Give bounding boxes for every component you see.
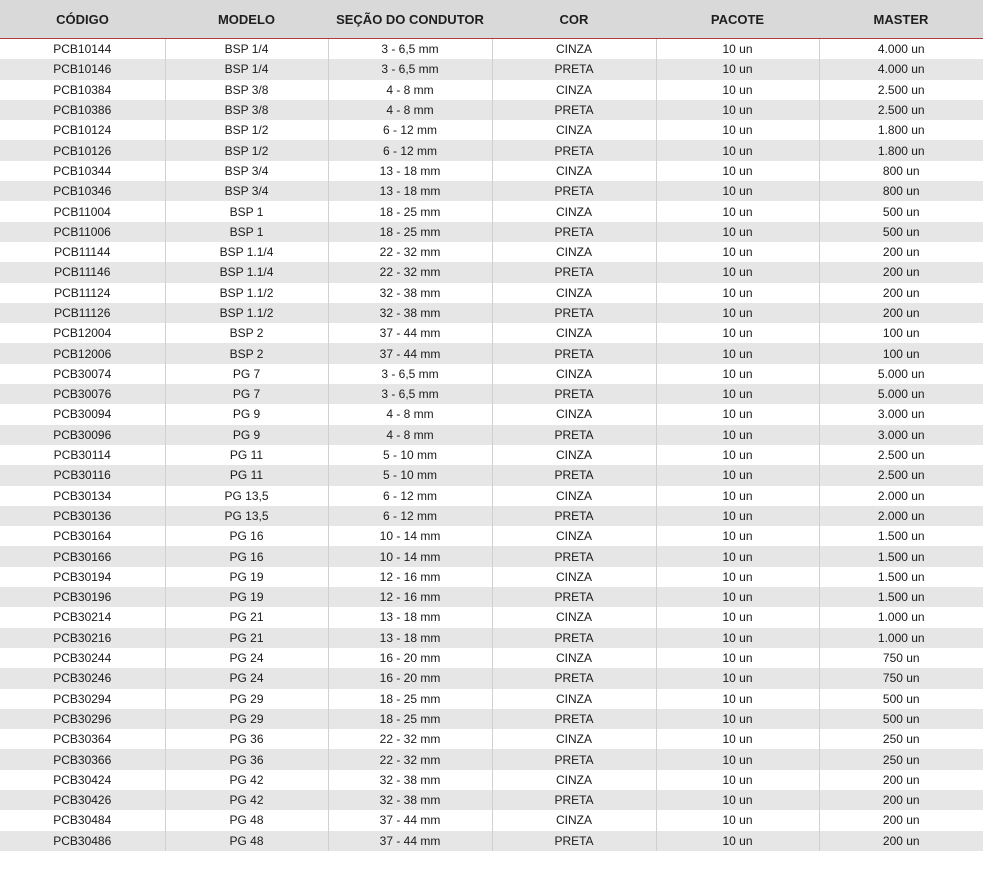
cor-cell: PRETA [492,343,656,363]
codigo-cell: PCB30196 [0,587,165,607]
codigo-cell: PCB30096 [0,425,165,445]
table-row [0,749,983,769]
secao-cell: 18 - 25 mm [328,222,492,242]
modelo-cell: PG 16 [165,546,328,566]
table-row [0,39,983,60]
master-cell: 500 un [819,689,983,709]
table-row [0,262,983,282]
modelo-cell: PG 7 [165,384,328,404]
codigo-cell: PCB30214 [0,607,165,627]
modelo-cell: PG 24 [165,668,328,688]
cor-cell: CINZA [492,161,656,181]
secao-cell: 13 - 18 mm [328,181,492,201]
secao-cell: 3 - 6,5 mm [328,59,492,79]
pacote-cell: 10 un [656,100,819,120]
master-cell: 100 un [819,323,983,343]
table-row [0,526,983,546]
pacote-cell: 10 un [656,425,819,445]
master-cell: 200 un [819,770,983,790]
codigo-cell: PCB11144 [0,242,165,262]
codigo-cell: PCB30426 [0,790,165,810]
master-cell: 2.000 un [819,486,983,506]
pacote-cell: 10 un [656,120,819,140]
table-row [0,628,983,648]
modelo-cell: BSP 1/4 [165,59,328,79]
codigo-cell: PCB30424 [0,770,165,790]
codigo-cell: PCB10124 [0,120,165,140]
master-cell: 1.000 un [819,628,983,648]
codigo-cell: PCB30116 [0,465,165,485]
secao-cell: 32 - 38 mm [328,770,492,790]
modelo-cell: PG 24 [165,648,328,668]
secao-cell: 22 - 32 mm [328,749,492,769]
secao-cell: 13 - 18 mm [328,607,492,627]
pacote-cell: 10 un [656,181,819,201]
table-row [0,343,983,363]
codigo-cell: PCB11124 [0,283,165,303]
codigo-cell: PCB30164 [0,526,165,546]
master-cell: 200 un [819,262,983,282]
table-row [0,384,983,404]
modelo-cell: PG 13,5 [165,506,328,526]
pacote-cell: 10 un [656,39,819,60]
modelo-cell: PG 11 [165,465,328,485]
modelo-cell: BSP 3/4 [165,161,328,181]
modelo-cell: BSP 1.1/4 [165,262,328,282]
modelo-cell: PG 21 [165,607,328,627]
pacote-cell: 10 un [656,343,819,363]
cor-cell: PRETA [492,587,656,607]
cor-cell: PRETA [492,303,656,323]
table-row [0,668,983,688]
table-row [0,120,983,140]
master-cell: 5.000 un [819,384,983,404]
secao-cell: 37 - 44 mm [328,323,492,343]
secao-cell: 16 - 20 mm [328,668,492,688]
modelo-cell: PG 16 [165,526,328,546]
secao-cell: 3 - 6,5 mm [328,39,492,60]
master-cell: 250 un [819,749,983,769]
pacote-cell: 10 un [656,262,819,282]
modelo-cell: PG 42 [165,770,328,790]
table-row [0,689,983,709]
secao-cell: 3 - 6,5 mm [328,364,492,384]
cor-cell: CINZA [492,445,656,465]
codigo-cell: PCB12004 [0,323,165,343]
cor-cell: PRETA [492,465,656,485]
secao-cell: 6 - 12 mm [328,486,492,506]
pacote-cell: 10 un [656,364,819,384]
cor-cell: CINZA [492,607,656,627]
master-cell: 2.500 un [819,100,983,120]
cor-cell: CINZA [492,729,656,749]
column-header-modelo: MODELO [165,0,328,39]
table-row [0,283,983,303]
cor-cell: PRETA [492,140,656,160]
pacote-cell: 10 un [656,506,819,526]
modelo-cell: PG 36 [165,749,328,769]
modelo-cell: PG 29 [165,709,328,729]
modelo-cell: PG 9 [165,404,328,424]
pacote-cell: 10 un [656,770,819,790]
column-header-cor: COR [492,0,656,39]
cor-cell: CINZA [492,810,656,830]
pacote-cell: 10 un [656,384,819,404]
table-row [0,445,983,465]
codigo-cell: PCB10346 [0,181,165,201]
codigo-cell: PCB10126 [0,140,165,160]
cor-cell: CINZA [492,120,656,140]
master-cell: 200 un [819,283,983,303]
cor-cell: CINZA [492,201,656,221]
master-cell: 2.500 un [819,80,983,100]
codigo-cell: PCB30076 [0,384,165,404]
modelo-cell: BSP 1.1/4 [165,242,328,262]
codigo-cell: PCB30074 [0,364,165,384]
pacote-cell: 10 un [656,668,819,688]
table-row [0,465,983,485]
cor-cell: PRETA [492,709,656,729]
secao-cell: 32 - 38 mm [328,790,492,810]
codigo-cell: PCB30114 [0,445,165,465]
table-row [0,140,983,160]
master-cell: 1.500 un [819,526,983,546]
cor-cell: PRETA [492,181,656,201]
master-cell: 2.500 un [819,465,983,485]
master-cell: 1.800 un [819,120,983,140]
pacote-cell: 10 un [656,526,819,546]
secao-cell: 22 - 32 mm [328,262,492,282]
table-row [0,831,983,851]
pacote-cell: 10 un [656,242,819,262]
table-row [0,607,983,627]
codigo-cell: PCB30094 [0,404,165,424]
cor-cell: PRETA [492,59,656,79]
modelo-cell: BSP 1 [165,201,328,221]
secao-cell: 6 - 12 mm [328,140,492,160]
master-cell: 2.000 un [819,506,983,526]
modelo-cell: PG 13,5 [165,486,328,506]
codigo-cell: PCB30246 [0,668,165,688]
master-cell: 500 un [819,222,983,242]
secao-cell: 32 - 38 mm [328,303,492,323]
cor-cell: CINZA [492,323,656,343]
table-row [0,790,983,810]
modelo-cell: BSP 2 [165,323,328,343]
modelo-cell: PG 21 [165,628,328,648]
cor-cell: PRETA [492,425,656,445]
master-cell: 4.000 un [819,39,983,60]
master-cell: 1.500 un [819,567,983,587]
header-row [0,0,983,39]
master-cell: 250 un [819,729,983,749]
master-cell: 100 un [819,343,983,363]
cor-cell: PRETA [492,100,656,120]
column-header-secao-do-condutor: SEÇÃO DO CONDUTOR [328,0,492,39]
modelo-cell: PG 36 [165,729,328,749]
modelo-cell: BSP 1.1/2 [165,283,328,303]
table-row [0,486,983,506]
table-row [0,810,983,830]
cor-cell: PRETA [492,506,656,526]
master-cell: 500 un [819,201,983,221]
column-header-pacote: PACOTE [656,0,819,39]
pacote-cell: 10 un [656,140,819,160]
pacote-cell: 10 un [656,59,819,79]
codigo-cell: PCB30134 [0,486,165,506]
codigo-cell: PCB10344 [0,161,165,181]
cor-cell: CINZA [492,770,656,790]
master-cell: 500 un [819,709,983,729]
cor-cell: PRETA [492,628,656,648]
secao-cell: 37 - 44 mm [328,343,492,363]
codigo-cell: PCB12006 [0,343,165,363]
modelo-cell: BSP 3/8 [165,80,328,100]
pacote-cell: 10 un [656,810,819,830]
pacote-cell: 10 un [656,486,819,506]
modelo-cell: BSP 1/4 [165,39,328,60]
master-cell: 2.500 un [819,445,983,465]
codigo-cell: PCB30296 [0,709,165,729]
modelo-cell: BSP 1 [165,222,328,242]
table-body [0,39,983,851]
pacote-cell: 10 un [656,790,819,810]
secao-cell: 16 - 20 mm [328,648,492,668]
codigo-cell: PCB11146 [0,262,165,282]
pacote-cell: 10 un [656,445,819,465]
cor-cell: CINZA [492,486,656,506]
codigo-cell: PCB11126 [0,303,165,323]
table-row [0,100,983,120]
master-cell: 200 un [819,303,983,323]
secao-cell: 3 - 6,5 mm [328,384,492,404]
pacote-cell: 10 un [656,465,819,485]
master-cell: 200 un [819,242,983,262]
cor-cell: PRETA [492,546,656,566]
pacote-cell: 10 un [656,222,819,242]
cor-cell: PRETA [492,222,656,242]
table-row [0,222,983,242]
modelo-cell: BSP 1/2 [165,140,328,160]
pacote-cell: 10 un [656,161,819,181]
master-cell: 4.000 un [819,59,983,79]
master-cell: 1.000 un [819,607,983,627]
modelo-cell: BSP 3/8 [165,100,328,120]
column-header-codigo: CÓDIGO [0,0,165,39]
table-row [0,567,983,587]
codigo-cell: PCB30484 [0,810,165,830]
secao-cell: 18 - 25 mm [328,201,492,221]
codigo-cell: PCB10146 [0,59,165,79]
cor-cell: PRETA [492,831,656,851]
cor-cell: CINZA [492,526,656,546]
codigo-cell: PCB30364 [0,729,165,749]
table-row [0,161,983,181]
codigo-cell: PCB30244 [0,648,165,668]
secao-cell: 37 - 44 mm [328,810,492,830]
cor-cell: CINZA [492,283,656,303]
master-cell: 800 un [819,161,983,181]
secao-cell: 37 - 44 mm [328,831,492,851]
secao-cell: 5 - 10 mm [328,445,492,465]
codigo-cell: PCB30366 [0,749,165,769]
table-row [0,770,983,790]
modelo-cell: PG 29 [165,689,328,709]
modelo-cell: BSP 1/2 [165,120,328,140]
cor-cell: CINZA [492,39,656,60]
pacote-cell: 10 un [656,607,819,627]
table-row [0,181,983,201]
codigo-cell: PCB10386 [0,100,165,120]
master-cell: 750 un [819,668,983,688]
table-row [0,729,983,749]
cor-cell: CINZA [492,242,656,262]
pacote-cell: 10 un [656,80,819,100]
cor-cell: CINZA [492,404,656,424]
modelo-cell: PG 48 [165,831,328,851]
cor-cell: PRETA [492,668,656,688]
pacote-cell: 10 un [656,648,819,668]
pacote-cell: 10 un [656,628,819,648]
secao-cell: 13 - 18 mm [328,161,492,181]
pacote-cell: 10 un [656,587,819,607]
modelo-cell: PG 48 [165,810,328,830]
table-row [0,242,983,262]
codigo-cell: PCB30486 [0,831,165,851]
pacote-cell: 10 un [656,323,819,343]
table-row [0,425,983,445]
secao-cell: 5 - 10 mm [328,465,492,485]
secao-cell: 18 - 25 mm [328,689,492,709]
master-cell: 5.000 un [819,364,983,384]
cor-cell: CINZA [492,80,656,100]
cor-cell: PRETA [492,262,656,282]
pacote-cell: 10 un [656,283,819,303]
codigo-cell: PCB30216 [0,628,165,648]
secao-cell: 4 - 8 mm [328,80,492,100]
pacote-cell: 10 un [656,567,819,587]
cor-cell: CINZA [492,567,656,587]
table-row [0,506,983,526]
cor-cell: CINZA [492,648,656,668]
modelo-cell: BSP 2 [165,343,328,363]
cor-cell: CINZA [492,364,656,384]
master-cell: 200 un [819,831,983,851]
pacote-cell: 10 un [656,831,819,851]
secao-cell: 10 - 14 mm [328,526,492,546]
master-cell: 200 un [819,810,983,830]
table-row [0,404,983,424]
modelo-cell: BSP 3/4 [165,181,328,201]
table-header [0,0,983,39]
table-row [0,323,983,343]
pacote-cell: 10 un [656,709,819,729]
pacote-cell: 10 un [656,546,819,566]
secao-cell: 4 - 8 mm [328,404,492,424]
secao-cell: 12 - 16 mm [328,567,492,587]
table-row [0,587,983,607]
modelo-cell: PG 7 [165,364,328,384]
secao-cell: 22 - 32 mm [328,729,492,749]
secao-cell: 13 - 18 mm [328,628,492,648]
pacote-cell: 10 un [656,404,819,424]
modelo-cell: PG 11 [165,445,328,465]
master-cell: 200 un [819,790,983,810]
modelo-cell: PG 9 [165,425,328,445]
secao-cell: 6 - 12 mm [328,120,492,140]
secao-cell: 6 - 12 mm [328,506,492,526]
table-row [0,546,983,566]
table-row [0,364,983,384]
master-cell: 1.500 un [819,546,983,566]
codigo-cell: PCB11006 [0,222,165,242]
cor-cell: PRETA [492,790,656,810]
pacote-cell: 10 un [656,201,819,221]
secao-cell: 22 - 32 mm [328,242,492,262]
table-row [0,303,983,323]
table-row [0,80,983,100]
modelo-cell: PG 19 [165,567,328,587]
cor-cell: CINZA [492,689,656,709]
secao-cell: 12 - 16 mm [328,587,492,607]
master-cell: 3.000 un [819,425,983,445]
modelo-cell: PG 19 [165,587,328,607]
codigo-cell: PCB10384 [0,80,165,100]
pacote-cell: 10 un [656,303,819,323]
codigo-cell: PCB30294 [0,689,165,709]
table-row [0,201,983,221]
secao-cell: 18 - 25 mm [328,709,492,729]
modelo-cell: BSP 1.1/2 [165,303,328,323]
pacote-cell: 10 un [656,729,819,749]
secao-cell: 32 - 38 mm [328,283,492,303]
codigo-cell: PCB30136 [0,506,165,526]
pacote-cell: 10 un [656,689,819,709]
master-cell: 3.000 un [819,404,983,424]
cor-cell: PRETA [492,749,656,769]
codigo-cell: PCB11004 [0,201,165,221]
secao-cell: 4 - 8 mm [328,100,492,120]
codigo-cell: PCB30194 [0,567,165,587]
codigo-cell: PCB30166 [0,546,165,566]
cor-cell: PRETA [492,384,656,404]
modelo-cell: PG 42 [165,790,328,810]
table-row [0,648,983,668]
pacote-cell: 10 un [656,749,819,769]
table-row [0,709,983,729]
codigo-cell: PCB10144 [0,39,165,60]
column-header-master: MASTER [819,0,983,39]
master-cell: 800 un [819,181,983,201]
secao-cell: 10 - 14 mm [328,546,492,566]
master-cell: 1.500 un [819,587,983,607]
master-cell: 750 un [819,648,983,668]
secao-cell: 4 - 8 mm [328,425,492,445]
master-cell: 1.800 un [819,140,983,160]
table-row [0,59,983,79]
